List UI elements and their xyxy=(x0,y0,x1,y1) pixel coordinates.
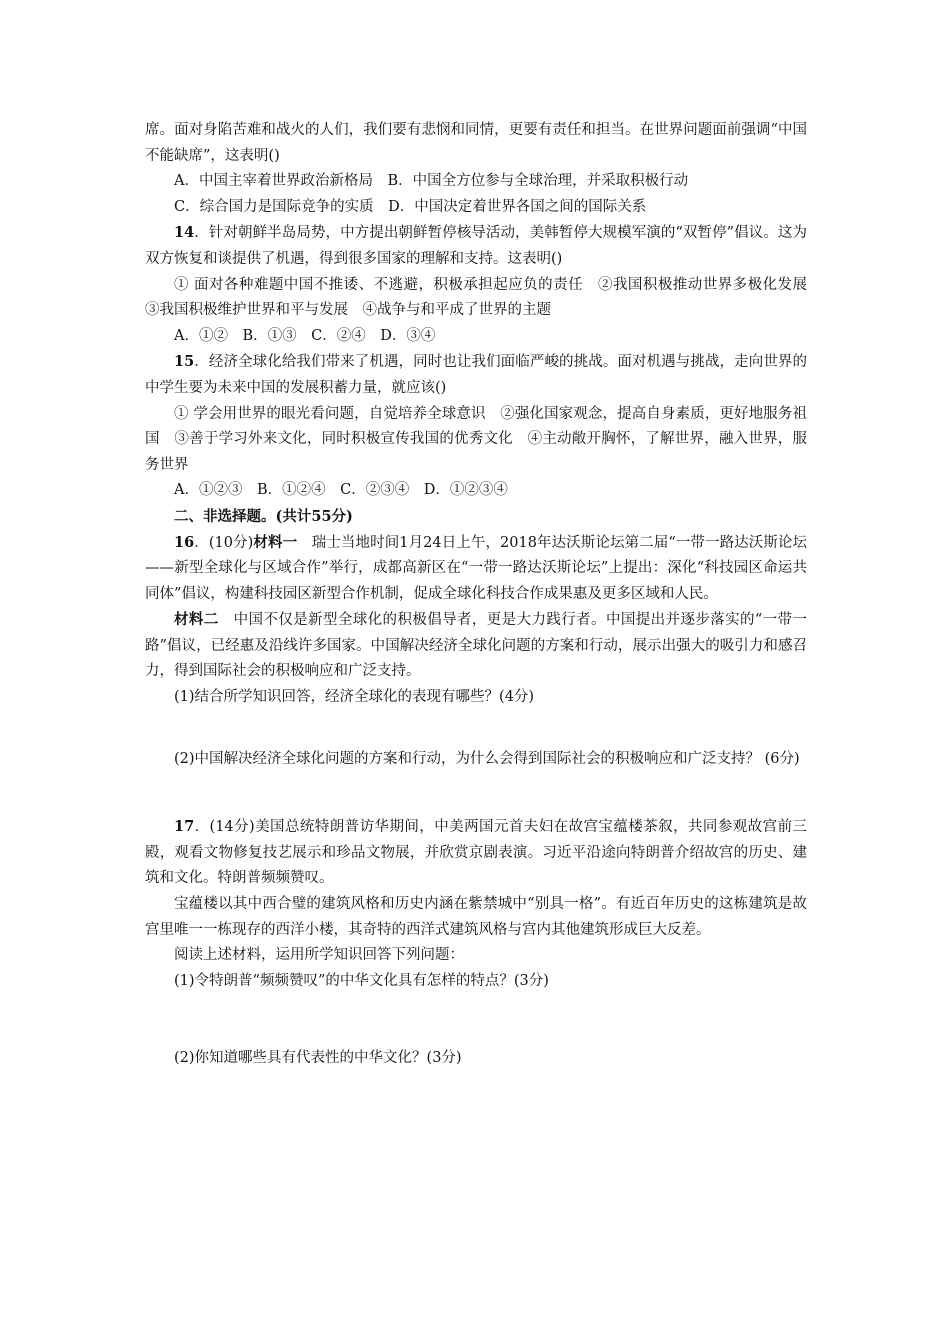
q13-options-cd: C．综合国力是国际竞争的实质 D．中国决定着世界各国之间的国际关系 xyxy=(174,198,647,215)
answer-space xyxy=(145,994,807,1046)
q15-options: A．①②③ B．①②④ C．②③④ D．①②③④ xyxy=(174,482,508,499)
q17-sub1: (1)令特朗普“频频赞叹”的中华文化具有怎样的特点？(3分) xyxy=(174,972,549,989)
answer-space xyxy=(145,711,807,747)
q17-para2: 宝蕴楼以其中西合璧的建筑风格和历史内涵在紫禁城中“别具一格”。有近百年历史的这栋建筑是故宫里唯一一栋现存的西洋小楼，其奇特的西洋式建筑风格与宫内其他建筑形成巨大反差。 xyxy=(145,896,807,938)
q15-stem-text: ．经济全球化给我们带来了机遇，同时也让我们面临严峻的挑战。面对机遇与挑战，走向世界的中学生要为未来中国的发展积蓄力量，就应该() xyxy=(145,354,807,396)
q15-stem xyxy=(145,349,807,401)
q14-options: A．①② B．①③ C．②④ D．③④ xyxy=(174,327,436,344)
q14-stem xyxy=(145,220,807,272)
q16-material2-label: 材料二 xyxy=(174,611,219,629)
q14-stem-text: ．针对朝鲜半岛局势，中方提出朝鲜暂停核导活动，美韩暂停大规模军演的“双暂停”倡议。这为双方恢复和谈提供了机遇，得到很多国家的理解和支持。这表明() xyxy=(145,225,807,267)
exam-page xyxy=(145,118,822,1072)
q17-stem xyxy=(145,814,807,892)
q17-stem-text: ．(14分)美国总统特朗普访华期间，中美两国元首夫妇在故宫宝蕴楼茶叙，共同参观故宫前三殿，观看文物修复技艺展示和珍品文物展，并欣赏京剧表演。习近平沿途向特朗普介绍故宫的历史、建筑和文化。特朗普频频赞叹。 xyxy=(145,819,807,887)
q15-statements: ① 学会用世界的眼光看问题，自觉培养全球意识 ②强化国家观念，提高自身素质，更好地服务祖国 ③善于学习外来文化，同时积极宣传我国的优秀文化 ④主动敞开胸怀，了解世界，融入世界，服务世界 xyxy=(145,405,807,473)
q13-options-ab: A．中国主宰着世界政治新格局 B．中国全方位参与全球治理，并采取积极行动 xyxy=(174,173,689,190)
q16-material1 xyxy=(145,530,807,608)
section-heading: 二、非选择题。(共计55分) xyxy=(174,507,353,525)
q17-sub2: (2)你知道哪些具有代表性的中华文化？(3分) xyxy=(174,1050,462,1067)
q13-stem-tail: 席。面对身陷苦难和战火的人们，我们要有悲悯和同情，更要有责任和担当。在世界问题面前强调“中国不能缺席”，这表明() xyxy=(145,122,807,164)
q16-sub2: (2)中国解决经济全球化问题的方案和行动，为什么会得到国际社会的积极响应和广泛支持？ (6分) xyxy=(174,750,800,767)
q14-number: 14 xyxy=(174,224,195,242)
q16-sub1: (1)结合所学知识回答，经济全球化的表现有哪些？(4分) xyxy=(174,689,535,706)
answer-space xyxy=(145,772,807,814)
q16-material2-text: 中国不仅是新型全球化的积极倡导者，更是大力践行者。中国提出并逐步落实的“一带一路”倡议，已经惠及沿线许多国家。中国解决经济全球化问题的方案和行动，展示出强大的吸引力和感召力，得到国际社会的积极响应和广泛支持。 xyxy=(145,612,807,680)
q16-material1-label: 材料一 xyxy=(253,533,298,551)
q14-statements: ① 面对各种难题中国不推诿、不逃避，积极承担起应负的责任 ②我国积极推动世界多极化发展 ③我国积极维护世界和平与发展 ④战争与和平成了世界的主题 xyxy=(145,276,822,319)
q16-number: 16 xyxy=(174,533,195,551)
q16-material2 xyxy=(145,607,807,685)
q15-number: 15 xyxy=(174,353,195,371)
q17-number: 17 xyxy=(174,818,195,836)
q16-material1-text: 瑞士当地时间1月24日上午，2018年达沃斯论坛第二届“一带一路达沃斯论坛——新型全球化与区域合作”举行，成都高新区在“一带一路达沃斯论坛”上提出：深化“科技园区命运共同体”倡议，构建科技园区新型合作机制，促成全球化科技合作成果惠及更多区域和人民。 xyxy=(145,534,808,602)
q16-score: ．(10分) xyxy=(194,534,254,551)
q17-instruction: 阅读上述材料，运用所学知识回答下列问题： xyxy=(174,947,464,964)
